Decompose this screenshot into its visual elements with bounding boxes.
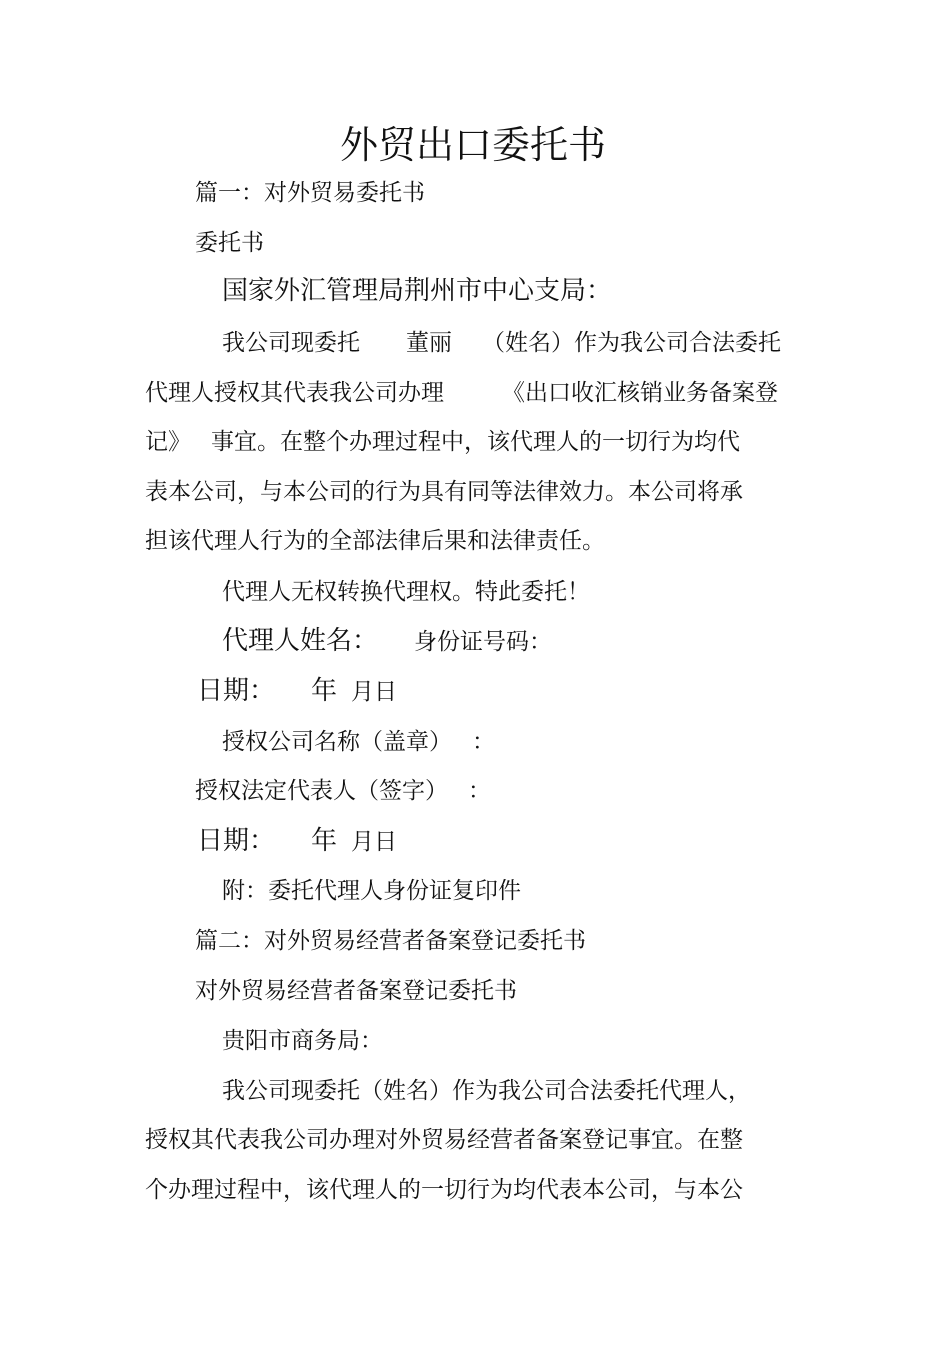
text-segment: 《出口收汇核销业务备案登: [502, 380, 778, 406]
text-segment: （姓名）作为我公司合法委托: [482, 330, 781, 356]
colon: ：: [468, 778, 491, 804]
page-title: 外贸出口委托书: [340, 123, 607, 167]
agent-info-line: [222, 626, 552, 657]
part1-para1-line2: [145, 378, 778, 408]
colon: ：: [472, 729, 495, 755]
part2-subheading: 对外贸易经营者备案登记委托书: [195, 978, 517, 1004]
company-name-label: 授权公司名称（盖章）: [222, 729, 452, 755]
part2-line2: 授权其代表我公司办理对外贸易经营者备案登记事宜。在整: [145, 1127, 743, 1153]
agent-name-label: 代理人姓名：: [222, 626, 379, 656]
part2-line1: 我公司现委托（姓名）作为我公司合法委托代理人，: [222, 1078, 751, 1104]
date-label: 日期：: [197, 826, 276, 856]
text-segment: 我公司现委托: [222, 330, 360, 356]
part1-para2: 代理人无权转换代理权。特此委托！: [222, 579, 590, 605]
part1-para1-line3: [145, 427, 740, 457]
date-line-2: [197, 826, 397, 857]
text-segment: 记》: [145, 429, 191, 455]
part1-para1-line1: [222, 328, 781, 358]
year-label: 年: [311, 826, 338, 856]
legal-rep-line: [195, 776, 491, 806]
agent-name-value: 董丽: [406, 330, 452, 356]
part1-subheading: 委托书: [195, 230, 264, 256]
part1-heading: 篇一：对外贸易委托书: [195, 180, 425, 206]
part1-para1-line5: 担该代理人行为的全部法律后果和法律责任。: [145, 528, 605, 554]
part2-heading: 篇二：对外贸易经营者备案登记委托书: [195, 928, 586, 954]
date-label: 日期：: [197, 676, 276, 706]
part2-line3: 个办理过程中，该代理人的一切行为均代表本公司，与本公: [145, 1177, 743, 1203]
part1-addressee: 国家外汇管理局荆州市中心支局：: [222, 276, 613, 306]
month-day-label: 月日: [351, 829, 398, 855]
year-label: 年: [311, 676, 338, 706]
legal-rep-label: 授权法定代表人（签字）: [195, 778, 448, 804]
text-segment: 代理人授权其代表我公司办理: [145, 380, 444, 406]
part1-para1-line4: 表本公司，与本公司的行为具有同等法律效力。本公司将承: [145, 479, 743, 505]
part2-addressee: 贵阳市商务局：: [222, 1028, 383, 1054]
id-number-label: 身份证号码：: [414, 629, 553, 655]
date-line-1: [197, 676, 397, 707]
company-seal-line: [222, 727, 495, 757]
month-day-label: 月日: [351, 679, 398, 705]
text-segment: 事宜。在整个办理过程中，该代理人的一切行为均代: [211, 429, 740, 455]
attachment-note: 附：委托代理人身份证复印件: [222, 878, 521, 904]
